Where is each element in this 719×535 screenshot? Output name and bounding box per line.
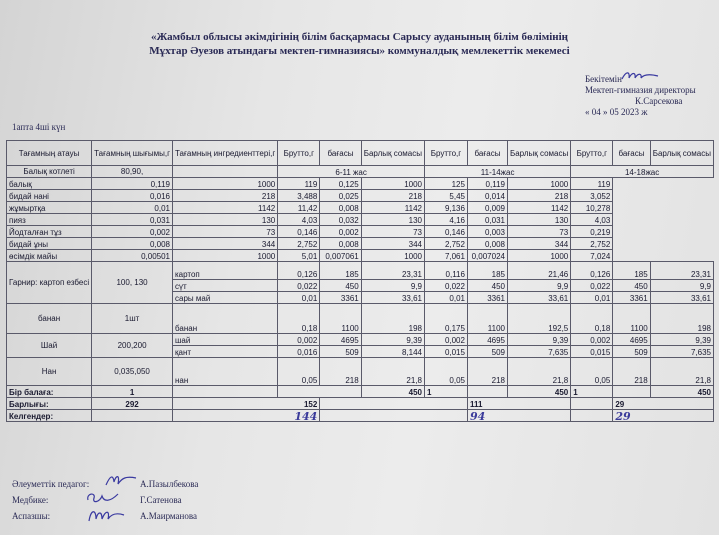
table-cell: 0,022 [424,280,467,292]
table-cell: 450 [361,386,424,398]
table-cell: 0,125 [320,178,361,190]
table-row [7,358,714,386]
age-group-row [7,166,714,178]
table-cell: 0,01 [92,202,173,214]
week-label: 1апта 4ші күн [12,122,66,132]
table-cell: 0,025 [320,190,361,202]
table-cell: 198 [650,304,713,334]
table-cell: 218 [173,190,278,202]
table-cell: 0,007024 [467,250,507,262]
pedagog-name: А.Пазылбекова [140,479,199,489]
table-cell: 185 [613,262,650,280]
table-row [7,250,714,262]
table-cell: 9,136 [424,202,467,214]
table-cell: 218 [467,358,507,386]
dish1-rows [7,178,714,262]
dish-yield: 80,90, [92,166,173,178]
table-cell: 0,05 [424,358,467,386]
table-cell: 0,219 [571,226,613,238]
other-rows [7,304,714,422]
table-cell: 2,752 [424,238,467,250]
table-cell: 10,278 [571,202,613,214]
table-cell: 9,39 [650,334,713,346]
table-row [7,226,714,238]
table-cell: 185 [467,262,507,280]
table-cell: 1142 [361,202,424,214]
table-cell: 3,488 [278,190,320,202]
table-cell: 3,052 [571,190,613,202]
arrived-row [7,410,714,422]
cook-label: Аспазшы: [12,511,51,521]
table-cell: 2,752 [278,238,320,250]
table-cell: 1000 [507,178,570,190]
table-cell: 130 [173,214,278,226]
table-cell: 0,032 [320,214,361,226]
table-row [7,202,714,214]
table-cell: 0,008 [92,238,173,250]
table-row [7,214,714,226]
table-cell: Келгендер: [7,410,92,422]
table-cell: 4695 [467,334,507,346]
table-cell: 1100 [320,304,361,334]
table-cell: 130 [361,214,424,226]
table-cell: жұмыртқа [7,202,92,214]
table-cell: өсімдік майы [7,250,92,262]
table-cell: бидай ұны [7,238,92,250]
table-cell: 11,42 [278,202,320,214]
table-cell: 0,009 [467,202,507,214]
table-row [7,190,714,202]
table-cell: 21,46 [507,262,570,280]
table-cell: 0,00501 [92,250,173,262]
table-cell: 344 [361,238,424,250]
table-cell [320,398,468,410]
table-cell [278,386,361,398]
table-cell [173,386,278,398]
table-cell: 4695 [320,334,361,346]
header-cell: Брутто,г [424,141,467,166]
header-cell: Барлық сомасы [507,141,570,166]
nurse-label: Медбике: [12,495,49,505]
table-cell: 21,8 [650,358,713,386]
table-cell: 0,016 [92,190,173,202]
table-cell: 450 [467,280,507,292]
table-cell: нан [173,358,278,386]
header-cell: бағасы [467,141,507,166]
table-cell: 0,016 [278,346,320,358]
table-cell: 218 [320,358,361,386]
pedagog-signature [104,472,138,488]
table-cell: қант [173,346,278,358]
table-row [7,178,714,190]
table-cell: 4695 [613,334,650,346]
header-cell: Тағамның атауы [7,141,92,166]
table-cell: 0,002 [92,226,173,238]
table-cell: 0,035,050 [92,358,173,386]
table-cell: 33,61 [507,292,570,304]
header-cell: бағасы [613,141,650,166]
table-cell: 509 [320,346,361,358]
table-row [7,334,714,346]
table-cell: 23,31 [650,262,713,280]
table-cell: сүт [173,280,278,292]
age-group: 6-11 жас [278,166,425,178]
table-cell: 33,61 [361,292,424,304]
table-cell: картоп [173,262,278,280]
table-cell: 1142 [173,202,278,214]
table-cell: 29 [613,410,714,422]
table-cell: бидай нанi [7,190,92,202]
table-cell: 4,03 [278,214,320,226]
table-cell: балық [7,178,92,190]
table-cell: 1000 [361,178,424,190]
approval-block [585,74,715,118]
table-cell: 0,175 [424,304,467,334]
table-cell: 450 [320,280,361,292]
table-cell: 1 [92,386,173,398]
table-cell: 344 [507,238,570,250]
table-cell: 0,126 [571,262,613,280]
table-cell: 125 [424,178,467,190]
table-cell: 7,635 [507,346,570,358]
approval-line1: Бекітемін [585,74,622,84]
age-group: 11-14жас [424,166,570,178]
table-cell: Нан [7,358,92,386]
table-cell: 1142 [507,202,570,214]
table-cell: 450 [507,386,570,398]
table-cell: 0,119 [467,178,507,190]
table-cell: 3361 [613,292,650,304]
table-cell: 119 [571,178,613,190]
table-cell: Йодталған тұз [7,226,92,238]
table-cell: 3361 [467,292,507,304]
table-cell: 9,9 [361,280,424,292]
header-title-line1: «Жамбыл облысы әкімдігінің білім басқармасы Сарысу ауданының білім бөлімінің [151,31,568,43]
table-cell: 0,146 [278,226,320,238]
table-cell [613,386,650,398]
table-cell: 0,18 [571,304,613,334]
table-cell: 0,003 [467,226,507,238]
table-cell: 198 [361,304,424,334]
nurse-signature [84,490,120,506]
table-cell: 450 [613,280,650,292]
table-cell: 21,8 [507,358,570,386]
table-cell: 29 [613,398,714,410]
table-cell: 73 [361,226,424,238]
table-cell: 2,752 [571,238,613,250]
table-cell: 33,61 [650,292,713,304]
table-cell: 1 [424,386,467,398]
table-cell: шай [173,334,278,346]
table-cell: 0,01 [571,292,613,304]
table-cell: 9,39 [507,334,570,346]
header-cell: Тағамның ингредиенттері,г [173,141,278,166]
table-cell: банан [173,304,278,334]
header-cell: Брутто,г [571,141,613,166]
table-cell: сары май [173,292,278,304]
table-cell: 218 [507,190,570,202]
table-cell: 0,022 [571,280,613,292]
table-cell: 21,8 [361,358,424,386]
table-cell: 218 [361,190,424,202]
table-cell: 8,144 [361,346,424,358]
table-cell: 0,01 [278,292,320,304]
table-cell: 0,008 [320,202,361,214]
table-cell: банан [7,304,92,334]
table-cell: 7,061 [424,250,467,262]
table-cell: 3361 [320,292,361,304]
table-cell: 100, 130 [92,262,173,304]
table-cell: 111 [467,398,570,410]
table-row [7,238,714,250]
table-cell: 344 [173,238,278,250]
cook-signature [86,505,126,527]
table-cell: 192,5 [507,304,570,334]
table-cell: 0,119 [92,178,173,190]
table-cell: 9,9 [507,280,570,292]
table-cell: 1000 [173,250,278,262]
table-cell: 0,146 [424,226,467,238]
table-cell: 0,002 [320,226,361,238]
menu-table [6,140,714,422]
table-cell: 1шт [92,304,173,334]
table-cell: 23,31 [361,262,424,280]
header-cell: Тағамның шығымы,г [92,141,173,166]
table-cell: 130 [507,214,570,226]
table-cell: 0,014 [467,190,507,202]
dish2-rows [7,262,714,304]
table-cell: 450 [650,386,713,398]
table-cell: 0,116 [424,262,467,280]
table-cell: Бір балаға: [7,386,92,398]
total-row [7,398,714,410]
table-cell: 0,031 [92,214,173,226]
dish-name: Балық котлеті [7,166,92,178]
table-cell: 0,008 [467,238,507,250]
table-cell: 0,002 [278,334,320,346]
table-cell: 7,024 [571,250,613,262]
table-cell: 1000 [361,250,424,262]
table-cell: 94 [467,410,570,422]
per-child-row [7,386,714,398]
table-cell: 152 [173,398,320,410]
table-cell: 0,008 [320,238,361,250]
table-cell: Шай [7,334,92,358]
nurse-name: Г.Сатенова [140,495,182,505]
table-cell: 0,126 [278,262,320,280]
table-cell: 185 [320,262,361,280]
table-cell: 0,05 [571,358,613,386]
age-group: 14-18жас [571,166,714,178]
table-cell: 0,007061 [320,250,361,262]
table-cell: 509 [613,346,650,358]
table-cell: 509 [467,346,507,358]
table-cell: 0,01 [424,292,467,304]
table-cell: 5,01 [278,250,320,262]
approval-date: « 04 » 05 2023 ж [585,107,648,117]
table-cell: 0,031 [467,214,507,226]
table-cell: 218 [613,358,650,386]
table-cell: 0,18 [278,304,320,334]
table-cell: 144 [173,410,320,422]
pedagog-label: Әлеуметтік педагог: [12,479,90,489]
table-cell [571,410,613,422]
header-cell: бағасы [320,141,361,166]
table-row [7,262,714,280]
header-cell: Барлық сомасы [361,141,424,166]
table-cell: 0,015 [424,346,467,358]
table-cell: Барлығы: [7,398,92,410]
table-cell [92,410,173,422]
table-cell: 73 [173,226,278,238]
table-cell: 1000 [507,250,570,262]
table-header-row [7,141,714,166]
header-cell: Барлық сомасы [650,141,713,166]
table-cell: 0,002 [571,334,613,346]
table-cell: 1000 [173,178,278,190]
table-cell: Гарнир: картоп езбесі [7,262,92,304]
header-title-line2: Мұхтар Әуезов атындағы мектеп-гимназиясы» коммуналдық мемлекеттік мекемесі [149,45,570,57]
approval-director-name: К.Сарсекова [635,96,683,106]
table-cell: 4,16 [424,214,467,226]
table-cell: 292 [92,398,173,410]
table-cell: 200,200 [92,334,173,358]
table-cell: 7,635 [650,346,713,358]
cook-name: А.Маирманова [140,511,197,521]
table-cell: 4,03 [571,214,613,226]
table-cell: 0,022 [278,280,320,292]
table-cell [571,398,613,410]
table-cell: 73 [507,226,570,238]
table-cell: 0,05 [278,358,320,386]
table-cell: 0,002 [424,334,467,346]
approval-line2: Мектеп-гимназия директоры [585,85,696,95]
header-cell: Брутто,г [278,141,320,166]
table-cell: 9,39 [361,334,424,346]
table-cell: 0,015 [571,346,613,358]
table-cell: 5,45 [424,190,467,202]
table-cell: 1100 [467,304,507,334]
table-cell: 119 [278,178,320,190]
table-row [7,304,714,334]
table-cell [320,410,468,422]
table-cell [467,386,507,398]
table-cell: 9,9 [650,280,713,292]
table-cell: пияз [7,214,92,226]
table-cell: 1100 [613,304,650,334]
table-cell: 1 [571,386,613,398]
